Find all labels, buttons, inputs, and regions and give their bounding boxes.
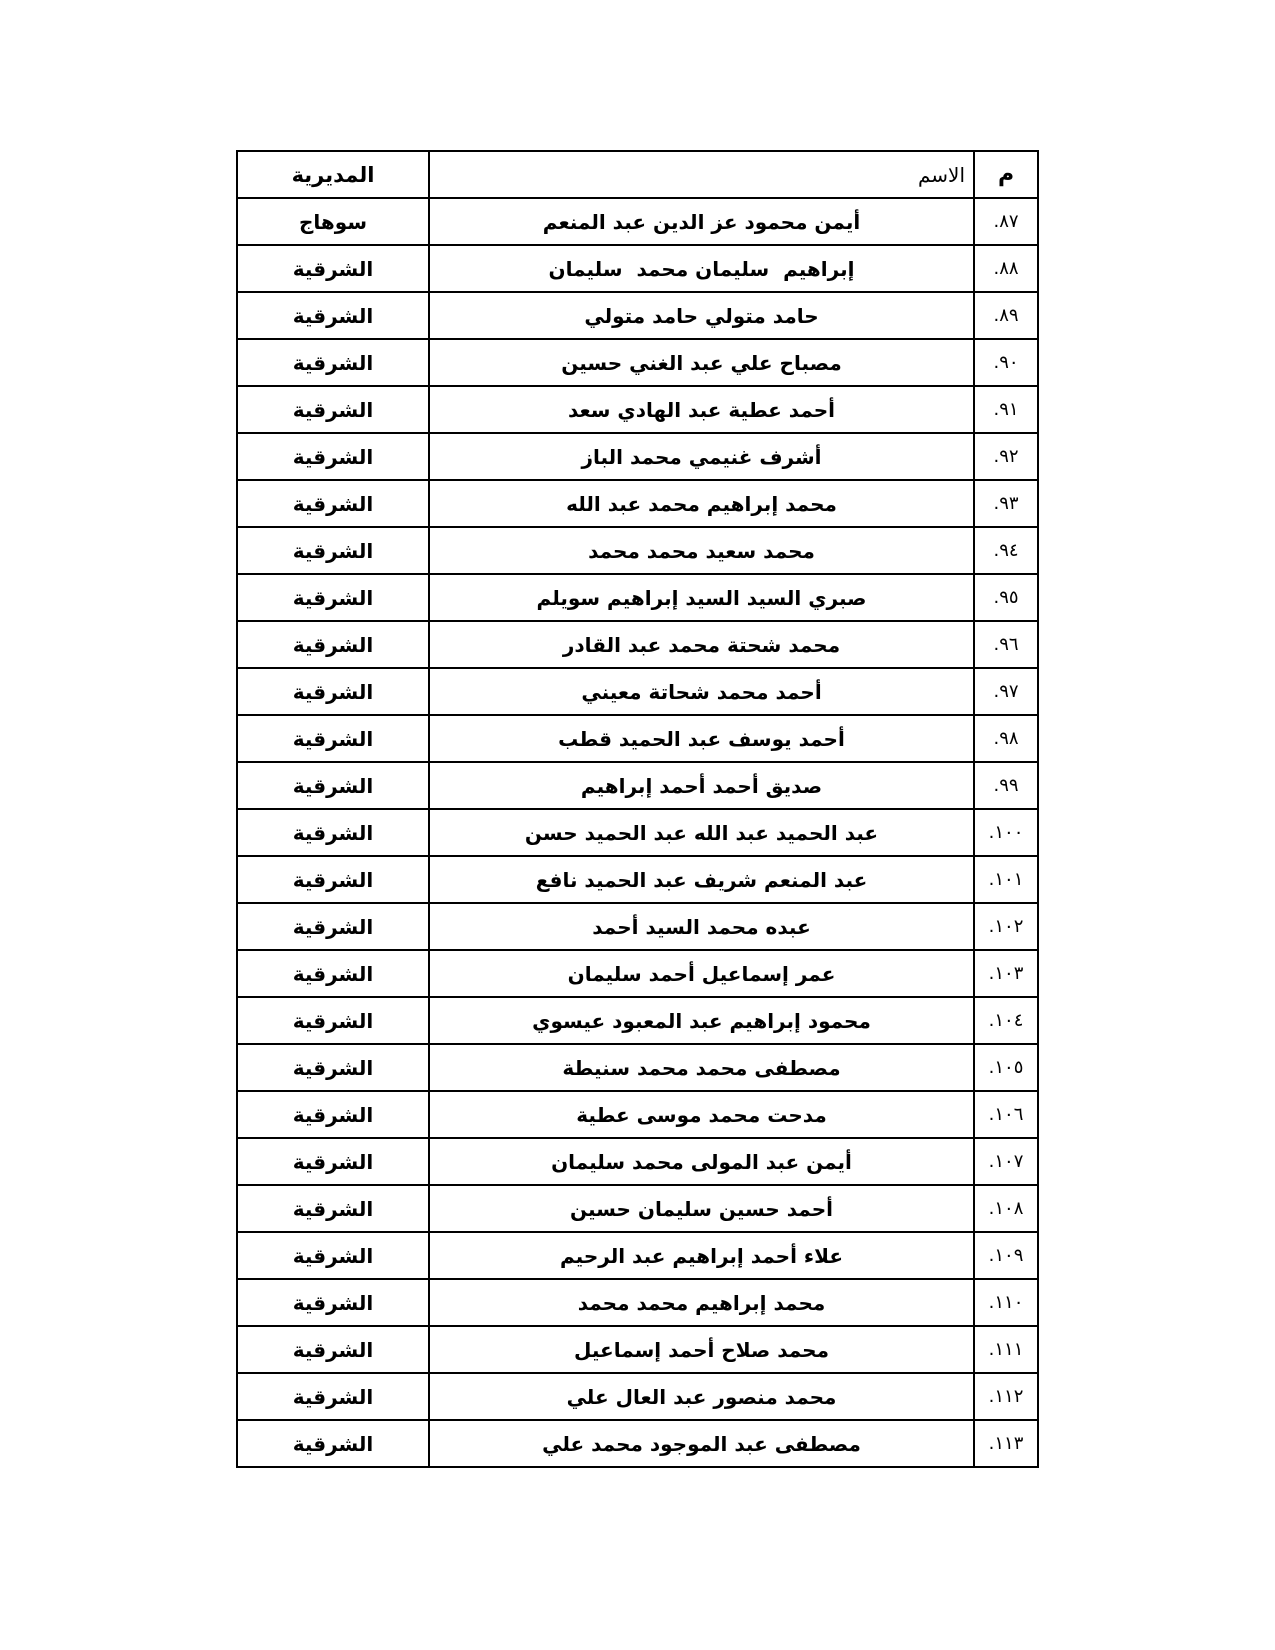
row-number-cell: ٨٨. (974, 245, 1038, 292)
table-row (237, 527, 1038, 574)
name-cell: صبري السيد السيد إبراهيم سويلم (429, 574, 974, 621)
table-row (237, 1138, 1038, 1185)
row-number-cell: ١٠٤. (974, 997, 1038, 1044)
name-cell: عبده محمد السيد أحمد (429, 903, 974, 950)
table-row (237, 1185, 1038, 1232)
name-cell: محمد إبراهيم محمد عبد الله (429, 480, 974, 527)
roster-body (237, 198, 1038, 1467)
table-row (237, 1420, 1038, 1467)
directorate-cell: الشرقية (237, 386, 429, 433)
directorate-cell: الشرقية (237, 1373, 429, 1420)
row-number-cell: ١٠٠. (974, 809, 1038, 856)
row-number-cell: ١١٣. (974, 1420, 1038, 1467)
table-row (237, 339, 1038, 386)
directorate-cell: الشرقية (237, 1420, 429, 1467)
name-cell: محمد منصور عبد العال علي (429, 1373, 974, 1420)
name-cell: أحمد حسين سليمان حسين (429, 1185, 974, 1232)
table-row (237, 386, 1038, 433)
row-number-cell: ٩١. (974, 386, 1038, 433)
row-number-cell: ٩٨. (974, 715, 1038, 762)
table-row (237, 715, 1038, 762)
table-row (237, 1232, 1038, 1279)
table-row (237, 1044, 1038, 1091)
directorate-cell: الشرقية (237, 1138, 429, 1185)
name-cell: محمد صلاح أحمد إسماعيل (429, 1326, 974, 1373)
table-row (237, 762, 1038, 809)
name-cell: أحمد محمد شحاتة معيني (429, 668, 974, 715)
row-number-cell: ٩٥. (974, 574, 1038, 621)
directorate-cell: الشرقية (237, 950, 429, 997)
name-cell: عبد المنعم شريف عبد الحميد نافع (429, 856, 974, 903)
name-cell: محمد سعيد محمد محمد (429, 527, 974, 574)
row-number-cell: ١١٠. (974, 1279, 1038, 1326)
name-cell: مدحت محمد موسى عطية (429, 1091, 974, 1138)
row-number-cell: ٩٩. (974, 762, 1038, 809)
table-row (237, 245, 1038, 292)
directorate-cell: الشرقية (237, 903, 429, 950)
name-cell: أحمد عطية عبد الهادي سعد (429, 386, 974, 433)
table-row (237, 950, 1038, 997)
directorate-cell: الشرقية (237, 339, 429, 386)
name-cell: حامد متولي حامد متولي (429, 292, 974, 339)
directorate-cell: الشرقية (237, 292, 429, 339)
name-cell: مصطفى محمد محمد سنيطة (429, 1044, 974, 1091)
table-row (237, 903, 1038, 950)
directorate-cell: الشرقية (237, 1232, 429, 1279)
name-cell: صديق أحمد أحمد إبراهيم (429, 762, 974, 809)
directorate-cell: الشرقية (237, 997, 429, 1044)
row-number-cell: ١٠٩. (974, 1232, 1038, 1279)
directorate-cell: الشرقية (237, 527, 429, 574)
table-row (237, 668, 1038, 715)
directorate-cell: سوهاج (237, 198, 429, 245)
name-cell: أيمن محمود عز الدين عبد المنعم (429, 198, 974, 245)
header-number: م (974, 151, 1038, 198)
table-row (237, 621, 1038, 668)
row-number-cell: ١٠٢. (974, 903, 1038, 950)
row-number-cell: ١٠٦. (974, 1091, 1038, 1138)
name-cell: إبراهيم سليمان محمد سليمان (429, 245, 974, 292)
directorate-cell: الشرقية (237, 715, 429, 762)
directorate-cell: الشرقية (237, 1044, 429, 1091)
name-cell: مصطفى عبد الموجود محمد علي (429, 1420, 974, 1467)
row-number-cell: ١١٢. (974, 1373, 1038, 1420)
row-number-cell: ٨٧. (974, 198, 1038, 245)
table-row (237, 433, 1038, 480)
directorate-cell: الشرقية (237, 1185, 429, 1232)
name-cell: مصباح علي عبد الغني حسين (429, 339, 974, 386)
directorate-cell: الشرقية (237, 245, 429, 292)
name-cell: أيمن عبد المولى محمد سليمان (429, 1138, 974, 1185)
directorate-cell: الشرقية (237, 1326, 429, 1373)
row-number-cell: ١٠٧. (974, 1138, 1038, 1185)
directorate-cell: الشرقية (237, 809, 429, 856)
table-row (237, 856, 1038, 903)
name-cell: محمود إبراهيم عبد المعبود عيسوي (429, 997, 974, 1044)
header-name: الاسم (429, 151, 974, 198)
row-number-cell: ٩٣. (974, 480, 1038, 527)
row-number-cell: ٩٤. (974, 527, 1038, 574)
directorate-cell: الشرقية (237, 856, 429, 903)
directorate-cell: الشرقية (237, 433, 429, 480)
row-number-cell: ١١١. (974, 1326, 1038, 1373)
directorate-cell: الشرقية (237, 621, 429, 668)
table-row (237, 997, 1038, 1044)
row-number-cell: ١٠٣. (974, 950, 1038, 997)
row-number-cell: ٩٧. (974, 668, 1038, 715)
row-number-cell: ١٠٥. (974, 1044, 1038, 1091)
name-cell: أحمد يوسف عبد الحميد قطب (429, 715, 974, 762)
directorate-cell: الشرقية (237, 1279, 429, 1326)
name-cell: محمد إبراهيم محمد محمد (429, 1279, 974, 1326)
row-number-cell: ٩٦. (974, 621, 1038, 668)
row-number-cell: ٨٩. (974, 292, 1038, 339)
table-row (237, 1373, 1038, 1420)
table-row (237, 809, 1038, 856)
row-number-cell: ٩٢. (974, 433, 1038, 480)
header-directorate: المديرية (237, 151, 429, 198)
directorate-cell: الشرقية (237, 1091, 429, 1138)
row-number-cell: ١٠١. (974, 856, 1038, 903)
table-row (237, 1279, 1038, 1326)
table-row (237, 198, 1038, 245)
name-cell: علاء أحمد إبراهيم عبد الرحيم (429, 1232, 974, 1279)
row-number-cell: ١٠٨. (974, 1185, 1038, 1232)
directorate-cell: الشرقية (237, 574, 429, 621)
directorate-cell: الشرقية (237, 668, 429, 715)
name-cell: عمر إسماعيل أحمد سليمان (429, 950, 974, 997)
name-cell: أشرف غنيمي محمد الباز (429, 433, 974, 480)
table-row (237, 480, 1038, 527)
header-row (237, 151, 1038, 198)
name-cell: عبد الحميد عبد الله عبد الحميد حسن (429, 809, 974, 856)
row-number-cell: ٩٠. (974, 339, 1038, 386)
name-cell: محمد شحتة محمد عبد القادر (429, 621, 974, 668)
table-row (237, 1091, 1038, 1138)
table-row (237, 1326, 1038, 1373)
roster-table (236, 150, 1039, 1468)
table-row (237, 574, 1038, 621)
directorate-cell: الشرقية (237, 762, 429, 809)
directorate-cell: الشرقية (237, 480, 429, 527)
table-row (237, 292, 1038, 339)
